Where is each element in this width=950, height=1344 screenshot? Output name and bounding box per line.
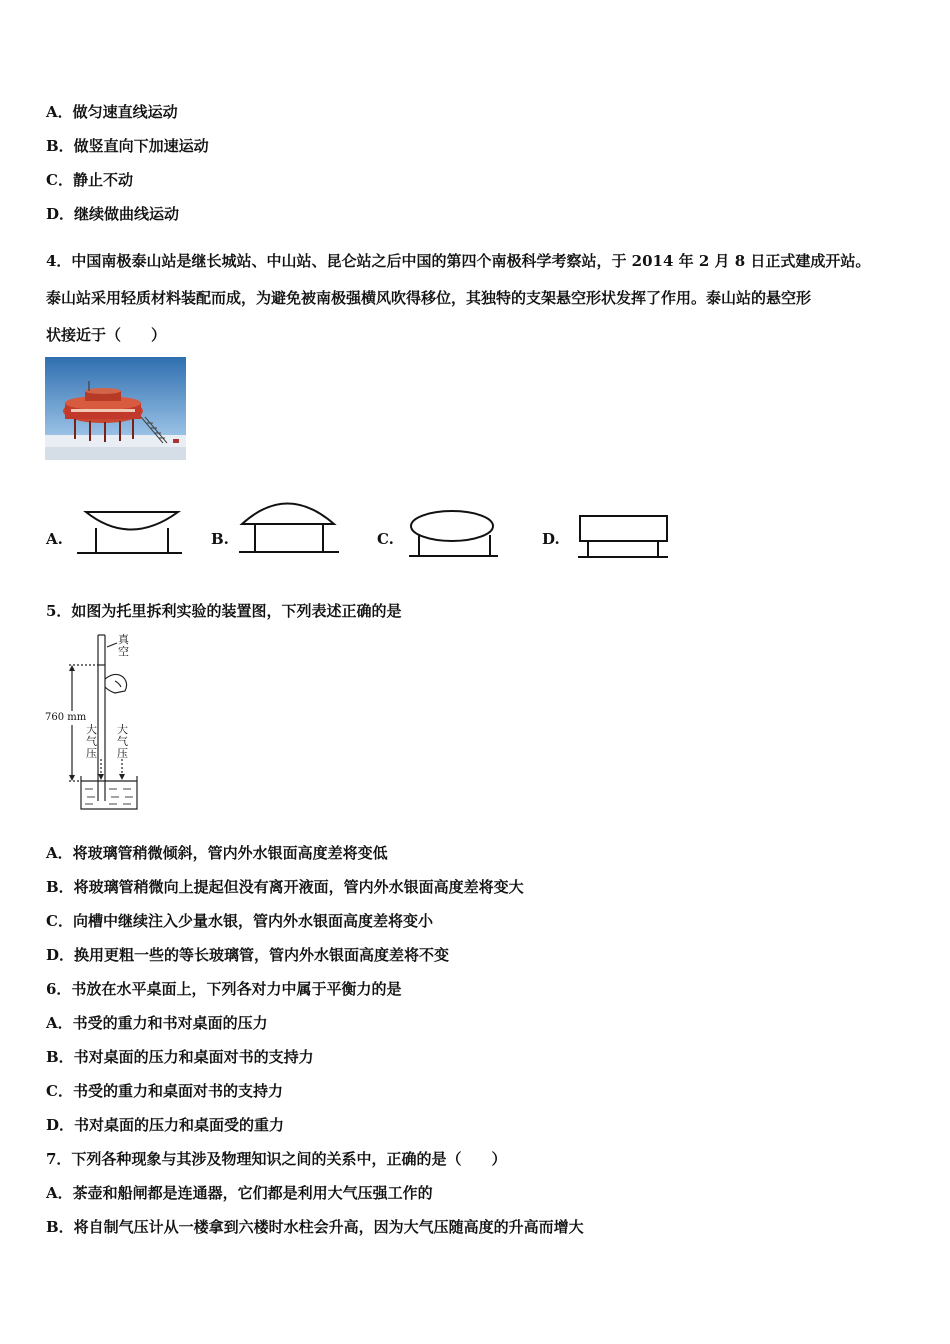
q4-option-c-label: C. xyxy=(377,530,394,548)
q7-stem: 7．下列各种现象与其涉及物理知识之间的关系中，正确的是（ ） xyxy=(46,1150,507,1168)
q4-option-d-label: D. xyxy=(542,530,560,548)
q3-option-b: B．做竖直向下加速运动 xyxy=(46,137,209,155)
q5-stem: 5．如图为托里拆利实验的装置图，下列表述正确的是 xyxy=(46,602,402,620)
q4-option-d-figure xyxy=(572,509,672,563)
q5-option-b: B．将玻璃管稍微向上提起但没有离开液面，管内外水银面高度差将变大 xyxy=(46,878,524,896)
q3-option-d: D．继续做曲线运动 xyxy=(46,205,180,223)
height-760mm-label: 760 mm xyxy=(45,712,87,723)
q4-option-b-figure xyxy=(235,493,341,558)
q4-stem-line-3: 状接近于（ ） xyxy=(46,326,167,344)
taishan-station-photo xyxy=(45,357,186,460)
q6-option-a: A．书受的重力和书对桌面的压力 xyxy=(46,1014,268,1032)
q5-option-d: D．换用更粗一些的等长玻璃管，管内外水银面高度差将不变 xyxy=(46,946,450,964)
q7-option-b: B．将自制气压计从一楼拿到六楼时水柱会升高，因为大气压随高度的升高而增大 xyxy=(46,1218,584,1236)
q4-stem-line-2: 泰山站采用轻质材料装配而成，为避免被南极强横风吹得移位，其独特的支架悬空形状发挥了作用。泰山站的悬空形 xyxy=(46,289,812,307)
q3-option-a: A．做匀速直线运动 xyxy=(46,103,178,121)
q6-stem: 6．书放在水平桌面上，下列各对力中属于平衡力的是 xyxy=(46,980,402,998)
atm-pressure-left-label: 大气压 xyxy=(86,723,97,760)
vacuum-label: 真空 xyxy=(118,633,129,658)
q5-option-c: C．向槽中继续注入少量水银，管内外水银面高度差将变小 xyxy=(46,912,433,930)
q5-option-a: A．将玻璃管稍微倾斜，管内外水银面高度差将变低 xyxy=(46,844,388,862)
q7-option-a: A．茶壶和船闸都是连通器，它们都是利用大气压强工作的 xyxy=(46,1184,433,1202)
q4-option-b-label: B. xyxy=(211,530,229,548)
q4-option-a-label: A. xyxy=(46,530,63,548)
q4-option-a-figure xyxy=(74,505,186,560)
q3-option-c: C．静止不动 xyxy=(46,171,133,189)
q4-option-c-figure xyxy=(405,505,500,562)
q6-option-c: C．书受的重力和桌面对书的支持力 xyxy=(46,1082,283,1100)
atm-pressure-right-label: 大气压 xyxy=(117,723,128,760)
q4-stem-line-1: 4．中国南极泰山站是继长城站、中山站、昆仑站之后中国的第四个南极科学考察站，于 2014 年 2 月 8 日正式建成开站。 xyxy=(46,252,871,270)
q6-option-b: B．书对桌面的压力和桌面对书的支持力 xyxy=(46,1048,314,1066)
q6-option-d: D．书对桌面的压力和桌面受的重力 xyxy=(46,1116,285,1134)
